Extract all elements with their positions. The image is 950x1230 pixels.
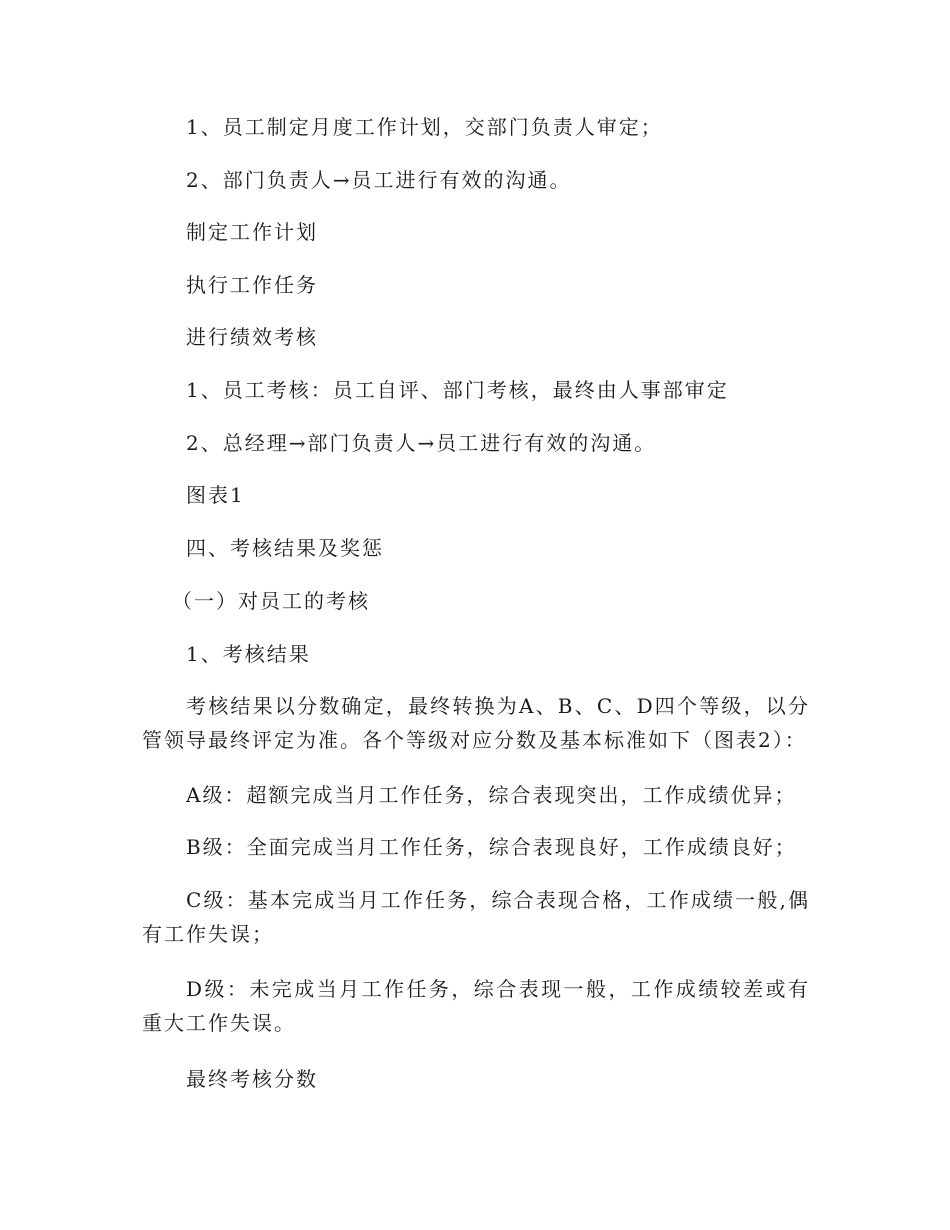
paragraph-assessment-communication: 2、总经理→部门负责人→员工进行有效的沟通。 — [186, 431, 657, 455]
grade-a-description: A级：超额完成当月工作任务，综合表现突出，工作成绩优异； — [186, 783, 797, 807]
flow-step-make-plan: 制定工作计划 — [186, 220, 318, 244]
section-heading-results-rewards: 四、考核结果及奖惩 — [186, 536, 384, 560]
flow-step-execute-tasks: 执行工作任务 — [186, 273, 318, 297]
paragraph-plan-review: 1、员工制定月度工作计划，交部门负责人审定； — [186, 115, 663, 139]
paragraph-plan-communication: 2、部门负责人→员工进行有效的沟通。 — [186, 168, 572, 192]
grade-d-description: D级：未完成当月工作任务，综合表现一般，工作成绩较差或有重大工作失误。 — [142, 977, 810, 1035]
paragraph-employee-assessment: 1、员工考核：员工自评、部门考核，最终由人事部审定 — [186, 378, 729, 402]
final-score-heading: 最终考核分数 — [186, 1067, 318, 1091]
subsection-heading-employee-assessment: （一）对员工的考核 — [172, 589, 370, 613]
paragraph-grade-conversion: 考核结果以分数确定，最终转换为A、B、C、D四个等级，以分管领导最终评定为准。各个等级对应分数及基本标准如下（图表2）： — [142, 694, 810, 752]
subheading-assessment-results: 1、考核结果 — [186, 642, 311, 666]
figure-caption-1: 图表1 — [186, 483, 245, 507]
grade-c-description: C级：基本完成当月工作任务，综合表现合格，工作成绩一般,偶有工作失误； — [142, 888, 810, 946]
flow-step-performance-review: 进行绩效考核 — [186, 325, 318, 349]
grade-b-description: B级：全面完成当月工作任务，综合表现良好，工作成绩良好； — [186, 835, 797, 859]
